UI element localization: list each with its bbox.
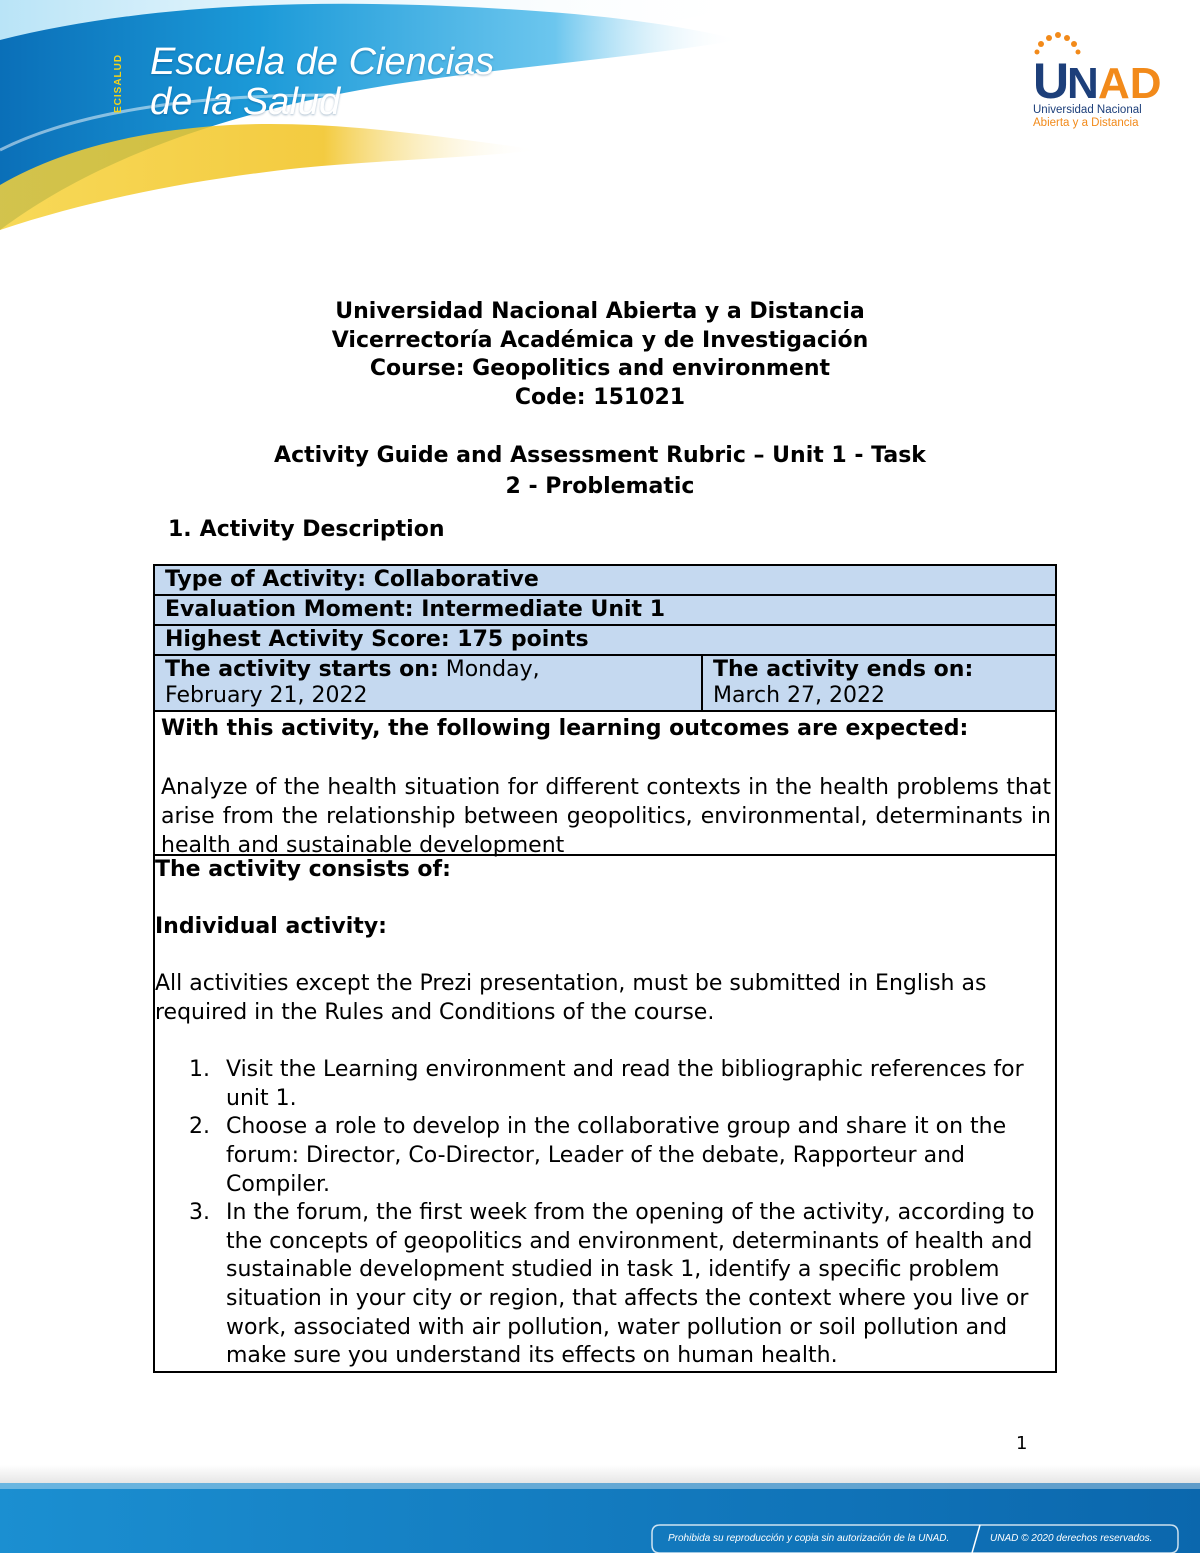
start-date-cell: [155, 656, 703, 710]
logo-subtitle: [1033, 104, 1163, 130]
header-school-tag: ECISALUD: [113, 53, 124, 113]
step-text: Choose a role to develop in the collaborative group and share it on the forum: Director, Co-Director, Leader of the debate, Rapporteur and Compiler.: [226, 1114, 1007, 1197]
footer-copyright: UNAD © 2020 derechos reservados.: [990, 1533, 1153, 1544]
start-date-value: February 21, 2022: [165, 683, 368, 708]
title-line1: Universidad Nacional Abierta y a Distancia: [335, 299, 865, 324]
footer-copy-notice: Prohibida su reproducción y copia sin autorización de la UNAD.: [668, 1533, 950, 1544]
start-date-weekday: Monday,: [438, 657, 540, 682]
list-item: [155, 1199, 1049, 1371]
title-line3: Course: Geopolitics and environment: [369, 356, 831, 381]
activity-consists-cell: [155, 856, 1055, 1371]
outcomes-text: Analyze of the health situation for different contexts in the health problems that arise from the relationship between geopolitics, environmental, determinants in health and sustainable development: [161, 775, 1051, 858]
svg-text:U: U: [1033, 53, 1070, 109]
end-date-value: March 27, 2022: [713, 683, 886, 708]
activity-title-line1: Activity Guide and Assessment Rubric – Unit 1 - Task: [274, 443, 926, 468]
school-title: [150, 42, 494, 122]
step-text: Visit the Learning environment and read the bibliographic references for unit 1.: [226, 1057, 1024, 1111]
list-item: [155, 1056, 1049, 1113]
title-line4: Code: 151021: [514, 384, 686, 410]
section-number: 1.: [168, 517, 192, 542]
end-date-cell: [703, 656, 1055, 710]
step-number: 3.: [189, 1200, 210, 1226]
learning-outcomes-cell: [155, 712, 1055, 856]
highest-score-row: Highest Activity Score: 175 points: [155, 626, 1055, 656]
logo-dots: [1035, 32, 1081, 55]
school-title-line1: Escuela de Ciencias: [150, 41, 495, 83]
steps-list: [155, 1056, 1049, 1371]
logo-line2: Abierta y a Distancia: [1033, 117, 1139, 129]
dates-row: [155, 656, 1055, 712]
list-item: [155, 1113, 1049, 1199]
activity-table: [153, 564, 1057, 1373]
evaluation-moment-row: Evaluation Moment: Intermediate Unit 1: [155, 596, 1055, 626]
consists-heading: The activity consists of:: [155, 857, 451, 882]
document-title: [200, 298, 1000, 412]
activity-title-line2: 2 - Problematic: [505, 474, 695, 499]
section-title: Activity Description: [199, 517, 445, 542]
start-date-label: The activity starts on:: [165, 657, 439, 682]
logo-line1: Universidad Nacional: [1033, 104, 1142, 116]
outcomes-heading: With this activity, the following learning outcomes are expected:: [161, 716, 969, 741]
title-line2: Vicerrectoría Académica y de Investigación: [331, 327, 869, 353]
section-heading: [168, 517, 445, 542]
step-number: 1.: [189, 1057, 210, 1083]
school-title-line2: de la Salud: [150, 81, 341, 123]
svg-text:AD: AD: [1098, 59, 1162, 108]
step-text: In the forum, the first week from the opening of the activity, according to the concepts of geopolitics and environment, determinants of health and sustainable development studied in task 1, identify a specific problem situation in your city or region, that affects the context where you live or work, associated with air pollution, water pollution or soil pollution and make sure you understand its effects on human health.: [226, 1200, 1035, 1369]
end-date-label: The activity ends on:: [713, 657, 974, 682]
svg-text:N: N: [1067, 59, 1099, 108]
language-note: All activities except the Prezi presentation, must be submitted in English as required in the Rules and Conditions of the course.: [155, 971, 987, 1025]
individual-activity-heading: Individual activity:: [155, 914, 387, 940]
activity-guide-title: [200, 440, 1000, 502]
activity-type-row: Type of Activity: Collaborative: [155, 566, 1055, 596]
step-number: 2.: [189, 1114, 210, 1140]
page-number: 1: [1016, 1433, 1028, 1454]
